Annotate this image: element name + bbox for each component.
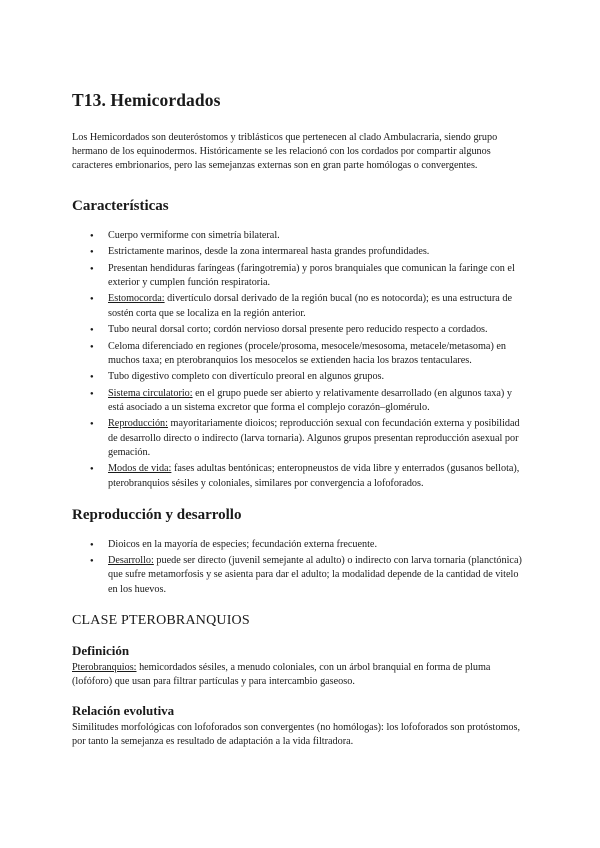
definicion-term: Pterobranquios: bbox=[72, 661, 137, 673]
item-text: Presentan hendiduras faríngeas (faringotremia) y poros branquiales que comunican la faringe con el exterior y cumplen función respiratoria. bbox=[108, 262, 515, 288]
list-item bbox=[108, 292, 528, 320]
item-term: Desarrollo: bbox=[108, 555, 154, 567]
item-text: Estrictamente marinos, desde la zona intermareal hasta grandes profundidades. bbox=[108, 246, 430, 258]
item-text: fases adultas bentónicas; enteropneustos de vida libre y enterrados (gusanos bellota), pterobranquios sésiles y coloniales, similares por convergencia a lofoforados. bbox=[108, 463, 520, 489]
intro-paragraph: Los Hemicordados son deuteróstomos y triblásticos que pertenecen al clado Ambulacraria, siendo grupo hermano de los equinodermos. Históricamente se les relacionó con los cordados por compartir algunos caracteres embrionarios, pero las semejanzas externas son en gran parte homólogas o convergentes. bbox=[72, 132, 498, 172]
heading-relacion: Relación evolutiva bbox=[72, 703, 175, 719]
relacion-section bbox=[72, 703, 528, 749]
list-item bbox=[108, 462, 528, 490]
definicion-section bbox=[72, 643, 528, 689]
list-item bbox=[108, 387, 528, 415]
item-text: Cuerpo vermiforme con simetría bilateral. bbox=[108, 229, 280, 241]
heading-caracteristicas: Características bbox=[72, 197, 169, 214]
list-item bbox=[108, 340, 528, 368]
item-term: Reproducción: bbox=[108, 418, 168, 430]
item-text: Tubo digestivo completo con divertículo preoral en algunos grupos. bbox=[108, 371, 385, 383]
item-text: Tubo neural dorsal corto; cordón nervioso dorsal presente pero reducido respecto a cordados. bbox=[108, 324, 488, 336]
definicion-text: hemicordados sésiles, a menudo coloniales, con un árbol branquial en forma de pluma (lofóforo) que usan para filtrar partículas y para intercambio gaseoso. bbox=[72, 661, 491, 688]
caracteristicas-list bbox=[72, 229, 528, 491]
item-term: Sistema circulatorio: bbox=[108, 387, 193, 399]
reproduccion-list bbox=[72, 538, 528, 597]
item-term: Modos de vida: bbox=[108, 463, 172, 475]
list-item bbox=[108, 538, 528, 552]
heading-clase: CLASE PTEROBRANQUIOS bbox=[72, 612, 250, 628]
item-text: Celoma diferenciado en regiones (procele/prosoma, mesocele/mesosoma, metacele/metasoma) en muchos taxa; en pterobranquios los mesocelos se extienden hacia los brazos tentaculares. bbox=[108, 340, 506, 366]
item-text: mayoritariamente dioicos; reproducción sexual con fecundación externa y posibilidad de desarrollo directo o indirecto (larva tornaria). Algunos grupos presentan reproducción asexual por gemación. bbox=[108, 418, 520, 458]
heading-definicion: Definición bbox=[72, 642, 130, 658]
list-item bbox=[108, 554, 528, 597]
item-text: divertículo dorsal derivado de la región bucal (no es notocorda); es una estructura de sostén corta que se localiza en la región anterior. bbox=[108, 293, 512, 319]
item-text: en el grupo puede ser abierto y relativamente desarrollado (en algunos taxa) y está asociado a un sistema excretor que forma el complejo corazón–glomérulo. bbox=[108, 387, 512, 413]
item-text: Dioicos en la mayoría de especies; fecundación externa frecuente. bbox=[108, 538, 377, 550]
list-item bbox=[108, 323, 528, 337]
list-item bbox=[108, 417, 528, 460]
relacion-paragraph: Similitudes morfológicas con lofoforados son convergentes (no homólogas): los lofoforados son protóstomos, por tanto la semejanza es resultado de adaptación a la vida filtradora. bbox=[72, 722, 521, 748]
document-title: T13. Hemicordados bbox=[72, 90, 221, 110]
list-item bbox=[108, 262, 528, 290]
item-text: puede ser directo (juvenil semejante al adulto) o indirecto con larva tornaria (planctónica) que sufre metamorfosis y se asienta para dar el adulto; la modalidad depende de la cantidad de vitelo en los huevos. bbox=[108, 555, 522, 595]
heading-reproduccion: Reproducción y desarrollo bbox=[72, 506, 242, 523]
list-item bbox=[108, 370, 528, 384]
definicion-paragraph bbox=[72, 661, 528, 689]
list-item bbox=[108, 245, 528, 259]
list-item bbox=[108, 229, 528, 243]
item-term: Estomocorda: bbox=[108, 293, 165, 305]
